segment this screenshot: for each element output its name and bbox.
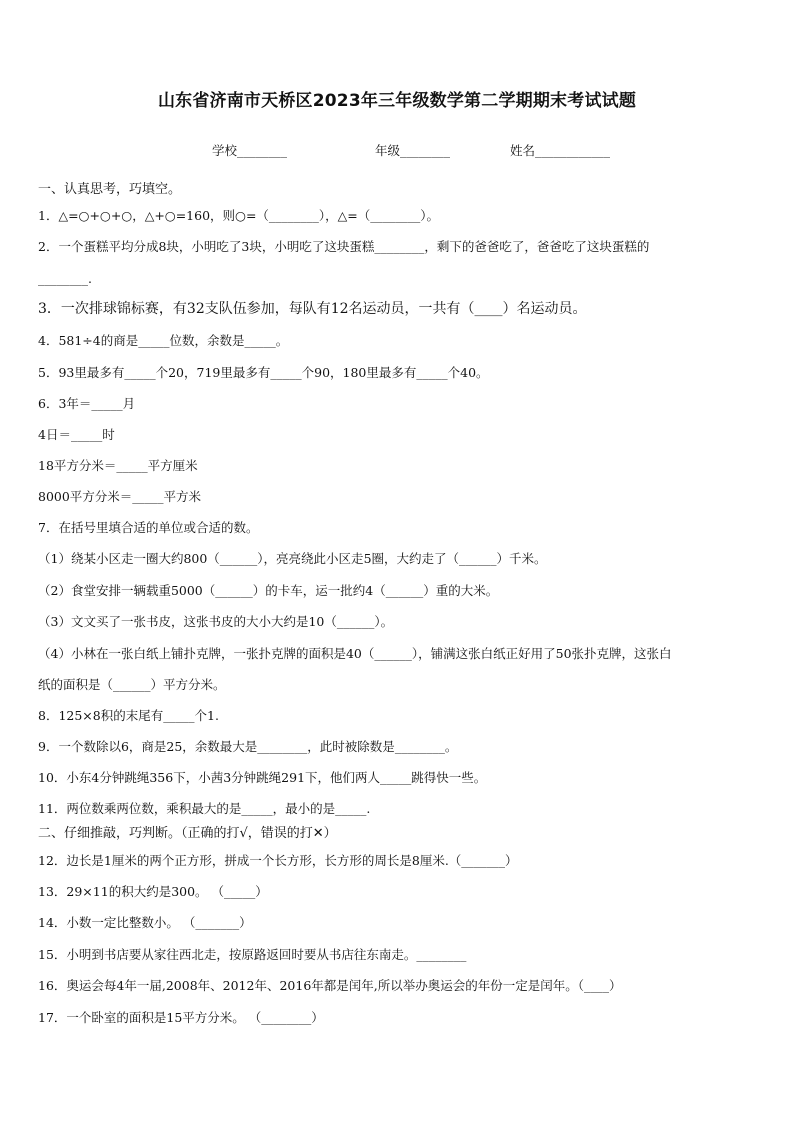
question-11: 11．两位数乘两位数，乘积最大的是_____，最小的是_____. [38, 801, 371, 816]
question-6-line-2: 4日＝_____时 [38, 427, 115, 442]
question-6-line-4: 8000平方分米＝_____平方米 [38, 489, 202, 504]
question-2-line-2: ________. [38, 271, 92, 286]
question-7-part-4-line-2: 纸的面积是（______）平方分米。 [38, 677, 226, 692]
question-17: 17．一个卧室的面积是15平方分米。 （________） [38, 1010, 324, 1025]
question-7: 7．在括号里填合适的单位或合适的数。 [38, 520, 259, 535]
question-10: 10．小东4分钟跳绳356下，小茜3分钟跳绳291下，他们两人_____跳得快一些。 [38, 770, 487, 785]
question-14: 14．小数一定比整数小。 （_______） [38, 915, 252, 930]
question-3: 3．一次排球锦标赛，有32支队伍参加，每队有12名运动员，一共有（____）名运动员。 [38, 301, 587, 317]
question-7-part-2: （2）食堂安排一辆载重5000（______）的卡车，运一批约4（______）重的大米。 [38, 583, 499, 598]
question-7-part-4-line-1: （4）小林在一张白纸上铺扑克牌，一张扑克牌的面积是40（______），铺满这张白纸正好用了50张扑克牌，这张白 [38, 646, 672, 661]
question-6-line-1: 6．3年＝_____月 [38, 396, 136, 411]
question-6-line-3: 18平方分米＝_____平方厘米 [38, 458, 198, 473]
question-9: 9．一个数除以6，商是25，余数最大是________，此时被除数是________。 [38, 739, 458, 754]
question-7-part-1: （1）绕某小区走一圈大约800（______），亮亮绕此小区走5圈，大约走了（______）千米。 [38, 551, 547, 566]
section-two-heading: 二、仔细推敲，巧判断。（正确的打√，错误的打✕） [38, 826, 337, 841]
question-2-line-1: 2．一个蛋糕平均分成8块，小明吃了3块，小明吃了这块蛋糕________，剩下的爸爸吃了，爸爸吃了这块蛋糕的 [38, 239, 650, 254]
school-field: 学校________ [212, 143, 288, 158]
grade-field: 年级________ [375, 143, 451, 158]
question-13: 13．29×11的积大约是300。 （_____） [38, 884, 268, 899]
question-5: 5．93里最多有_____个20，719里最多有_____个90，180里最多有_____个40。 [38, 365, 489, 380]
question-15: 15．小明到书店要从家往西北走，按原路返回时要从书店往东南走。________ [38, 947, 467, 962]
question-4: 4．581÷4的商是_____位数，余数是_____。 [38, 333, 289, 348]
page-title: 山东省济南市天桥区2023年三年级数学第二学期期末考试试题 [157, 91, 637, 111]
question-7-part-3: （3）文文买了一张书皮，这张书皮的大小大约是10（______）。 [38, 614, 394, 629]
section-one-heading: 一、认真思考，巧填空。 [38, 182, 182, 197]
name-field: 姓名____________ [510, 143, 611, 158]
question-8: 8．125×8积的末尾有_____个1. [38, 708, 219, 723]
question-12: 12．边长是1厘米的两个正方形，拼成一个长方形，长方形的周长是8厘米.（_______） [38, 853, 518, 868]
question-1: 1．△=○+○+○，△+○=160，则○=（________），△=（________）。 [38, 208, 440, 223]
question-16: 16．奥运会每4年一届,2008年、2012年、2016年都是闰年,所以举办奥运会的年份一定是闰年。（____） [38, 978, 622, 993]
